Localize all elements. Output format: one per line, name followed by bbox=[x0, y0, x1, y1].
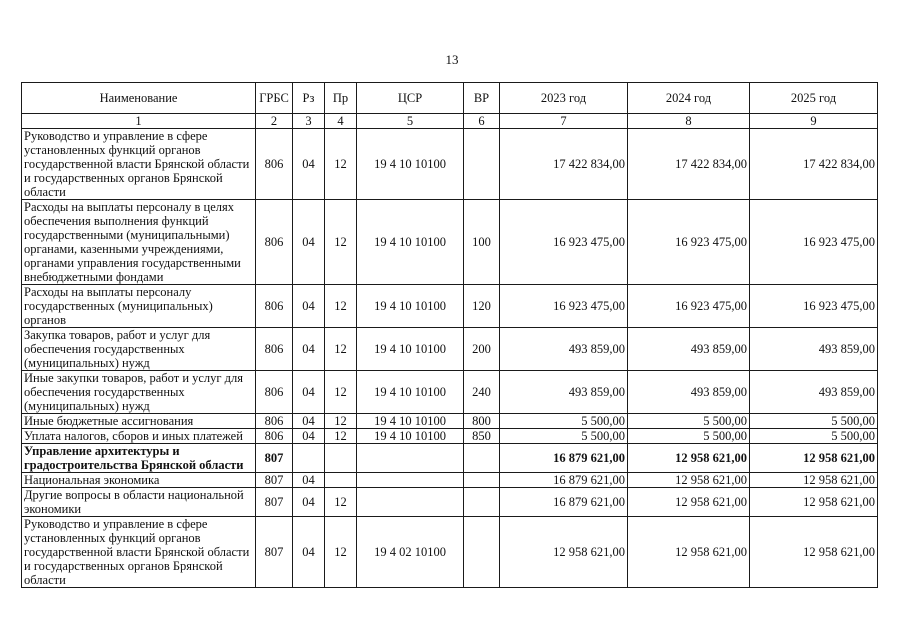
cell-2023: 5 500,00 bbox=[500, 429, 628, 444]
cell-2025: 5 500,00 bbox=[750, 414, 878, 429]
column-index: 9 bbox=[750, 114, 878, 129]
cell-grbs: 807 bbox=[256, 517, 293, 588]
cell-csr bbox=[357, 444, 464, 473]
cell-vr: 120 bbox=[464, 285, 500, 328]
cell-2024: 493 859,00 bbox=[628, 328, 750, 371]
cell-csr: 19 4 10 10100 bbox=[357, 414, 464, 429]
column-index: 8 bbox=[628, 114, 750, 129]
column-header: Пр bbox=[325, 83, 357, 114]
table-row bbox=[22, 429, 878, 444]
cell-vr bbox=[464, 473, 500, 488]
cell-2023: 12 958 621,00 bbox=[500, 517, 628, 588]
cell-name: Другие вопросы в области национальной экономики bbox=[22, 488, 256, 517]
cell-vr: 240 bbox=[464, 371, 500, 414]
table-row bbox=[22, 371, 878, 414]
cell-2025: 5 500,00 bbox=[750, 429, 878, 444]
cell-rz: 04 bbox=[293, 200, 325, 285]
cell-grbs: 806 bbox=[256, 129, 293, 200]
column-header: ГРБС bbox=[256, 83, 293, 114]
cell-name: Уплата налогов, сборов и иных платежей bbox=[22, 429, 256, 444]
cell-grbs: 806 bbox=[256, 285, 293, 328]
cell-rz: 04 bbox=[293, 473, 325, 488]
cell-vr bbox=[464, 488, 500, 517]
cell-csr: 19 4 10 10100 bbox=[357, 328, 464, 371]
cell-2025: 16 923 475,00 bbox=[750, 285, 878, 328]
table-row bbox=[22, 285, 878, 328]
column-index-row bbox=[22, 114, 878, 129]
cell-rz: 04 bbox=[293, 414, 325, 429]
cell-2025: 493 859,00 bbox=[750, 328, 878, 371]
cell-rz: 04 bbox=[293, 371, 325, 414]
column-header: Рз bbox=[293, 83, 325, 114]
cell-2025: 12 958 621,00 bbox=[750, 517, 878, 588]
cell-2024: 493 859,00 bbox=[628, 371, 750, 414]
column-header: ЦСР bbox=[357, 83, 464, 114]
cell-csr: 19 4 10 10100 bbox=[357, 129, 464, 200]
cell-pr: 12 bbox=[325, 517, 357, 588]
cell-2023: 5 500,00 bbox=[500, 414, 628, 429]
cell-vr bbox=[464, 444, 500, 473]
cell-pr: 12 bbox=[325, 129, 357, 200]
cell-rz: 04 bbox=[293, 429, 325, 444]
cell-pr bbox=[325, 473, 357, 488]
cell-2024: 16 923 475,00 bbox=[628, 285, 750, 328]
cell-csr bbox=[357, 488, 464, 517]
cell-name: Закупка товаров, работ и услуг для обеспечения государственных (муниципальных) нужд bbox=[22, 328, 256, 371]
cell-name: Национальная экономика bbox=[22, 473, 256, 488]
cell-2024: 12 958 621,00 bbox=[628, 444, 750, 473]
cell-2024: 12 958 621,00 bbox=[628, 488, 750, 517]
cell-name: Расходы на выплаты персоналу государственных (муниципальных) органов bbox=[22, 285, 256, 328]
cell-name: Управление архитектуры и градостроительства Брянской области bbox=[22, 444, 256, 473]
column-index: 1 bbox=[22, 114, 256, 129]
cell-grbs: 806 bbox=[256, 200, 293, 285]
cell-vr bbox=[464, 129, 500, 200]
cell-name: Руководство и управление в сфере установленных функций органов государственной власти Брянской области и государственных органов Брянской области bbox=[22, 129, 256, 200]
cell-2024: 12 958 621,00 bbox=[628, 473, 750, 488]
cell-2023: 16 923 475,00 bbox=[500, 200, 628, 285]
cell-2024: 17 422 834,00 bbox=[628, 129, 750, 200]
cell-rz: 04 bbox=[293, 285, 325, 328]
table-row bbox=[22, 473, 878, 488]
cell-vr bbox=[464, 517, 500, 588]
cell-rz: 04 bbox=[293, 328, 325, 371]
cell-2025: 12 958 621,00 bbox=[750, 473, 878, 488]
cell-vr: 800 bbox=[464, 414, 500, 429]
column-index: 5 bbox=[357, 114, 464, 129]
table-row bbox=[22, 517, 878, 588]
cell-csr: 19 4 10 10100 bbox=[357, 285, 464, 328]
column-index: 3 bbox=[293, 114, 325, 129]
cell-pr: 12 bbox=[325, 371, 357, 414]
column-header: 2025 год bbox=[750, 83, 878, 114]
cell-pr: 12 bbox=[325, 285, 357, 328]
cell-2025: 12 958 621,00 bbox=[750, 444, 878, 473]
cell-2024: 5 500,00 bbox=[628, 429, 750, 444]
cell-vr: 200 bbox=[464, 328, 500, 371]
cell-2023: 17 422 834,00 bbox=[500, 129, 628, 200]
cell-2025: 16 923 475,00 bbox=[750, 200, 878, 285]
cell-name: Иные бюджетные ассигнования bbox=[22, 414, 256, 429]
table-row bbox=[22, 129, 878, 200]
cell-grbs: 806 bbox=[256, 429, 293, 444]
cell-2024: 5 500,00 bbox=[628, 414, 750, 429]
cell-rz: 04 bbox=[293, 488, 325, 517]
cell-csr: 19 4 10 10100 bbox=[357, 429, 464, 444]
header-row bbox=[22, 83, 878, 114]
cell-pr: 12 bbox=[325, 200, 357, 285]
cell-2023: 16 879 621,00 bbox=[500, 473, 628, 488]
cell-2024: 12 958 621,00 bbox=[628, 517, 750, 588]
cell-rz: 04 bbox=[293, 129, 325, 200]
cell-2023: 16 879 621,00 bbox=[500, 444, 628, 473]
cell-grbs: 806 bbox=[256, 371, 293, 414]
cell-vr: 850 bbox=[464, 429, 500, 444]
column-index: 4 bbox=[325, 114, 357, 129]
cell-2023: 16 923 475,00 bbox=[500, 285, 628, 328]
table-row bbox=[22, 414, 878, 429]
cell-csr: 19 4 10 10100 bbox=[357, 371, 464, 414]
column-header: 2023 год bbox=[500, 83, 628, 114]
column-index: 2 bbox=[256, 114, 293, 129]
cell-name: Расходы на выплаты персоналу в целях обеспечения выполнения функций государственными (муниципальными) органами, казенными учреждениями, органами управления государственными внебюджетными фондами bbox=[22, 200, 256, 285]
budget-table bbox=[21, 82, 878, 588]
cell-2023: 16 879 621,00 bbox=[500, 488, 628, 517]
cell-name: Иные закупки товаров, работ и услуг для обеспечения государственных (муниципальных) нужд bbox=[22, 371, 256, 414]
cell-rz bbox=[293, 444, 325, 473]
cell-pr: 12 bbox=[325, 328, 357, 371]
cell-pr: 12 bbox=[325, 414, 357, 429]
column-header: ВР bbox=[464, 83, 500, 114]
cell-2023: 493 859,00 bbox=[500, 371, 628, 414]
column-index: 7 bbox=[500, 114, 628, 129]
table-row bbox=[22, 328, 878, 371]
cell-grbs: 807 bbox=[256, 473, 293, 488]
cell-2024: 16 923 475,00 bbox=[628, 200, 750, 285]
column-index: 6 bbox=[464, 114, 500, 129]
table-row bbox=[22, 488, 878, 517]
column-header: 2024 год bbox=[628, 83, 750, 114]
cell-2023: 493 859,00 bbox=[500, 328, 628, 371]
cell-grbs: 806 bbox=[256, 328, 293, 371]
cell-2025: 493 859,00 bbox=[750, 371, 878, 414]
column-header: Наименование bbox=[22, 83, 256, 114]
cell-vr: 100 bbox=[464, 200, 500, 285]
cell-name: Руководство и управление в сфере установленных функций органов государственной власти Брянской области и государственных органов Брянской области bbox=[22, 517, 256, 588]
page-number: 13 bbox=[445, 52, 459, 67]
cell-csr: 19 4 02 10100 bbox=[357, 517, 464, 588]
cell-2025: 12 958 621,00 bbox=[750, 488, 878, 517]
table-row bbox=[22, 444, 878, 473]
cell-pr: 12 bbox=[325, 488, 357, 517]
cell-rz: 04 bbox=[293, 517, 325, 588]
table-row bbox=[22, 200, 878, 285]
cell-grbs: 807 bbox=[256, 488, 293, 517]
cell-pr: 12 bbox=[325, 429, 357, 444]
cell-grbs: 807 bbox=[256, 444, 293, 473]
cell-grbs: 806 bbox=[256, 414, 293, 429]
cell-csr bbox=[357, 473, 464, 488]
cell-pr bbox=[325, 444, 357, 473]
cell-csr: 19 4 10 10100 bbox=[357, 200, 464, 285]
cell-2025: 17 422 834,00 bbox=[750, 129, 878, 200]
